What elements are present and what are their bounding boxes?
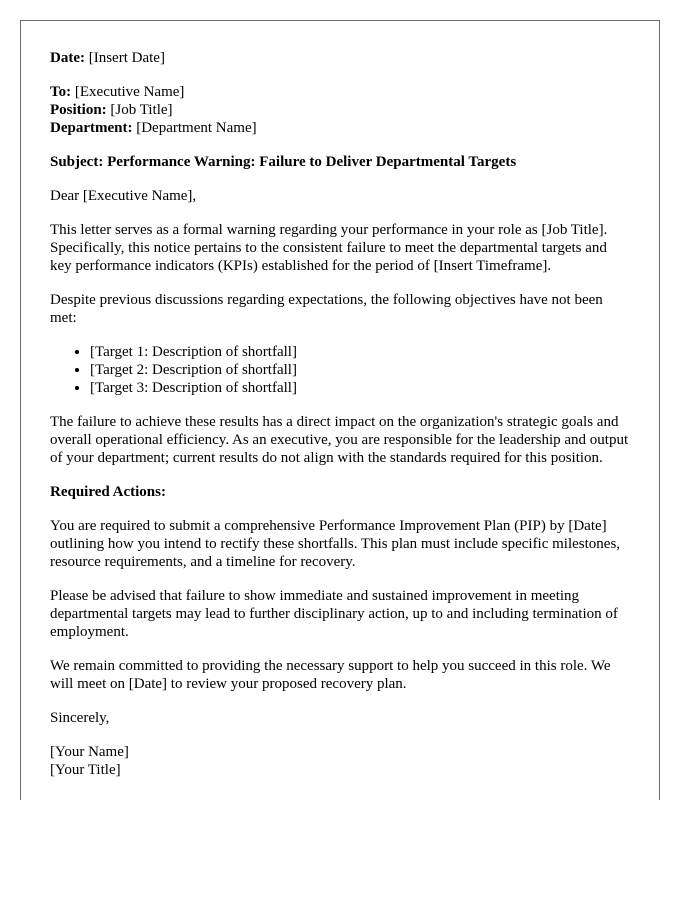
department-value: [Department Name] bbox=[136, 120, 257, 136]
subject-line bbox=[50, 153, 631, 171]
closing: Sincerely, bbox=[50, 710, 110, 726]
to-line bbox=[50, 83, 631, 101]
position-value: [Job Title] bbox=[110, 102, 173, 118]
department-line bbox=[50, 119, 631, 137]
list-item: • [Target 2: Description of shortfall] bbox=[90, 361, 631, 379]
signature-title: [Your Title] bbox=[50, 762, 121, 778]
date-label: Date: bbox=[50, 50, 85, 66]
department-label: Department: bbox=[50, 120, 133, 136]
paragraph-intro: This letter serves as a formal warning regarding your performance in your role as [Job Title]. Specifically, this notice pertains to the consistent failure to meet the departmental targets and key performance indicators (KPIs) established for the period of [Insert Timeframe]. bbox=[50, 222, 608, 274]
position-line bbox=[50, 101, 631, 119]
required-actions-text: Required Actions: bbox=[50, 484, 166, 500]
subject-text: Subject: Performance Warning: Failure to Deliver Departmental Targets bbox=[50, 154, 517, 170]
letter-content bbox=[21, 21, 659, 779]
signature-block bbox=[50, 743, 631, 779]
date-line bbox=[50, 49, 631, 67]
paragraph-objectives: Despite previous discussions regarding expectations, the following objectives have not been met: bbox=[50, 292, 603, 326]
paragraph-consequences: Please be advised that failure to show immediate and sustained improvement in meeting departmental targets may lead to further disciplinary action, up to and including termination of employment. bbox=[50, 588, 618, 640]
paragraph-pip: You are required to submit a comprehensive Performance Improvement Plan (PIP) by [Date] outlining how you intend to rectify these shortfalls. This plan must include specific milestones, resource requirements, and a timeline for recovery. bbox=[50, 518, 621, 570]
letter-page bbox=[20, 20, 660, 800]
recipient-block bbox=[50, 83, 631, 137]
targets-list bbox=[50, 343, 631, 397]
list-item: • [Target 3: Description of shortfall] bbox=[90, 379, 631, 397]
signature-name: [Your Name] bbox=[50, 744, 129, 760]
required-actions-heading bbox=[50, 483, 631, 501]
to-value: [Executive Name] bbox=[74, 84, 185, 100]
date-value: [Insert Date] bbox=[88, 50, 165, 66]
paragraph-support: We remain committed to providing the necessary support to help you succeed in this role. We will meet on [Date] to review your proposed recovery plan. bbox=[50, 658, 611, 692]
list-item: • [Target 1: Description of shortfall] bbox=[90, 343, 631, 361]
position-label: Position: bbox=[50, 102, 107, 118]
salutation: Dear [Executive Name], bbox=[50, 188, 197, 204]
to-label: To: bbox=[50, 84, 72, 100]
paragraph-impact: The failure to achieve these results has a direct impact on the organization's strategic goals and overall operational efficiency. As an executive, you are responsible for the leadership and output of your department; current results do not align with the standards required for this position. bbox=[50, 414, 629, 466]
